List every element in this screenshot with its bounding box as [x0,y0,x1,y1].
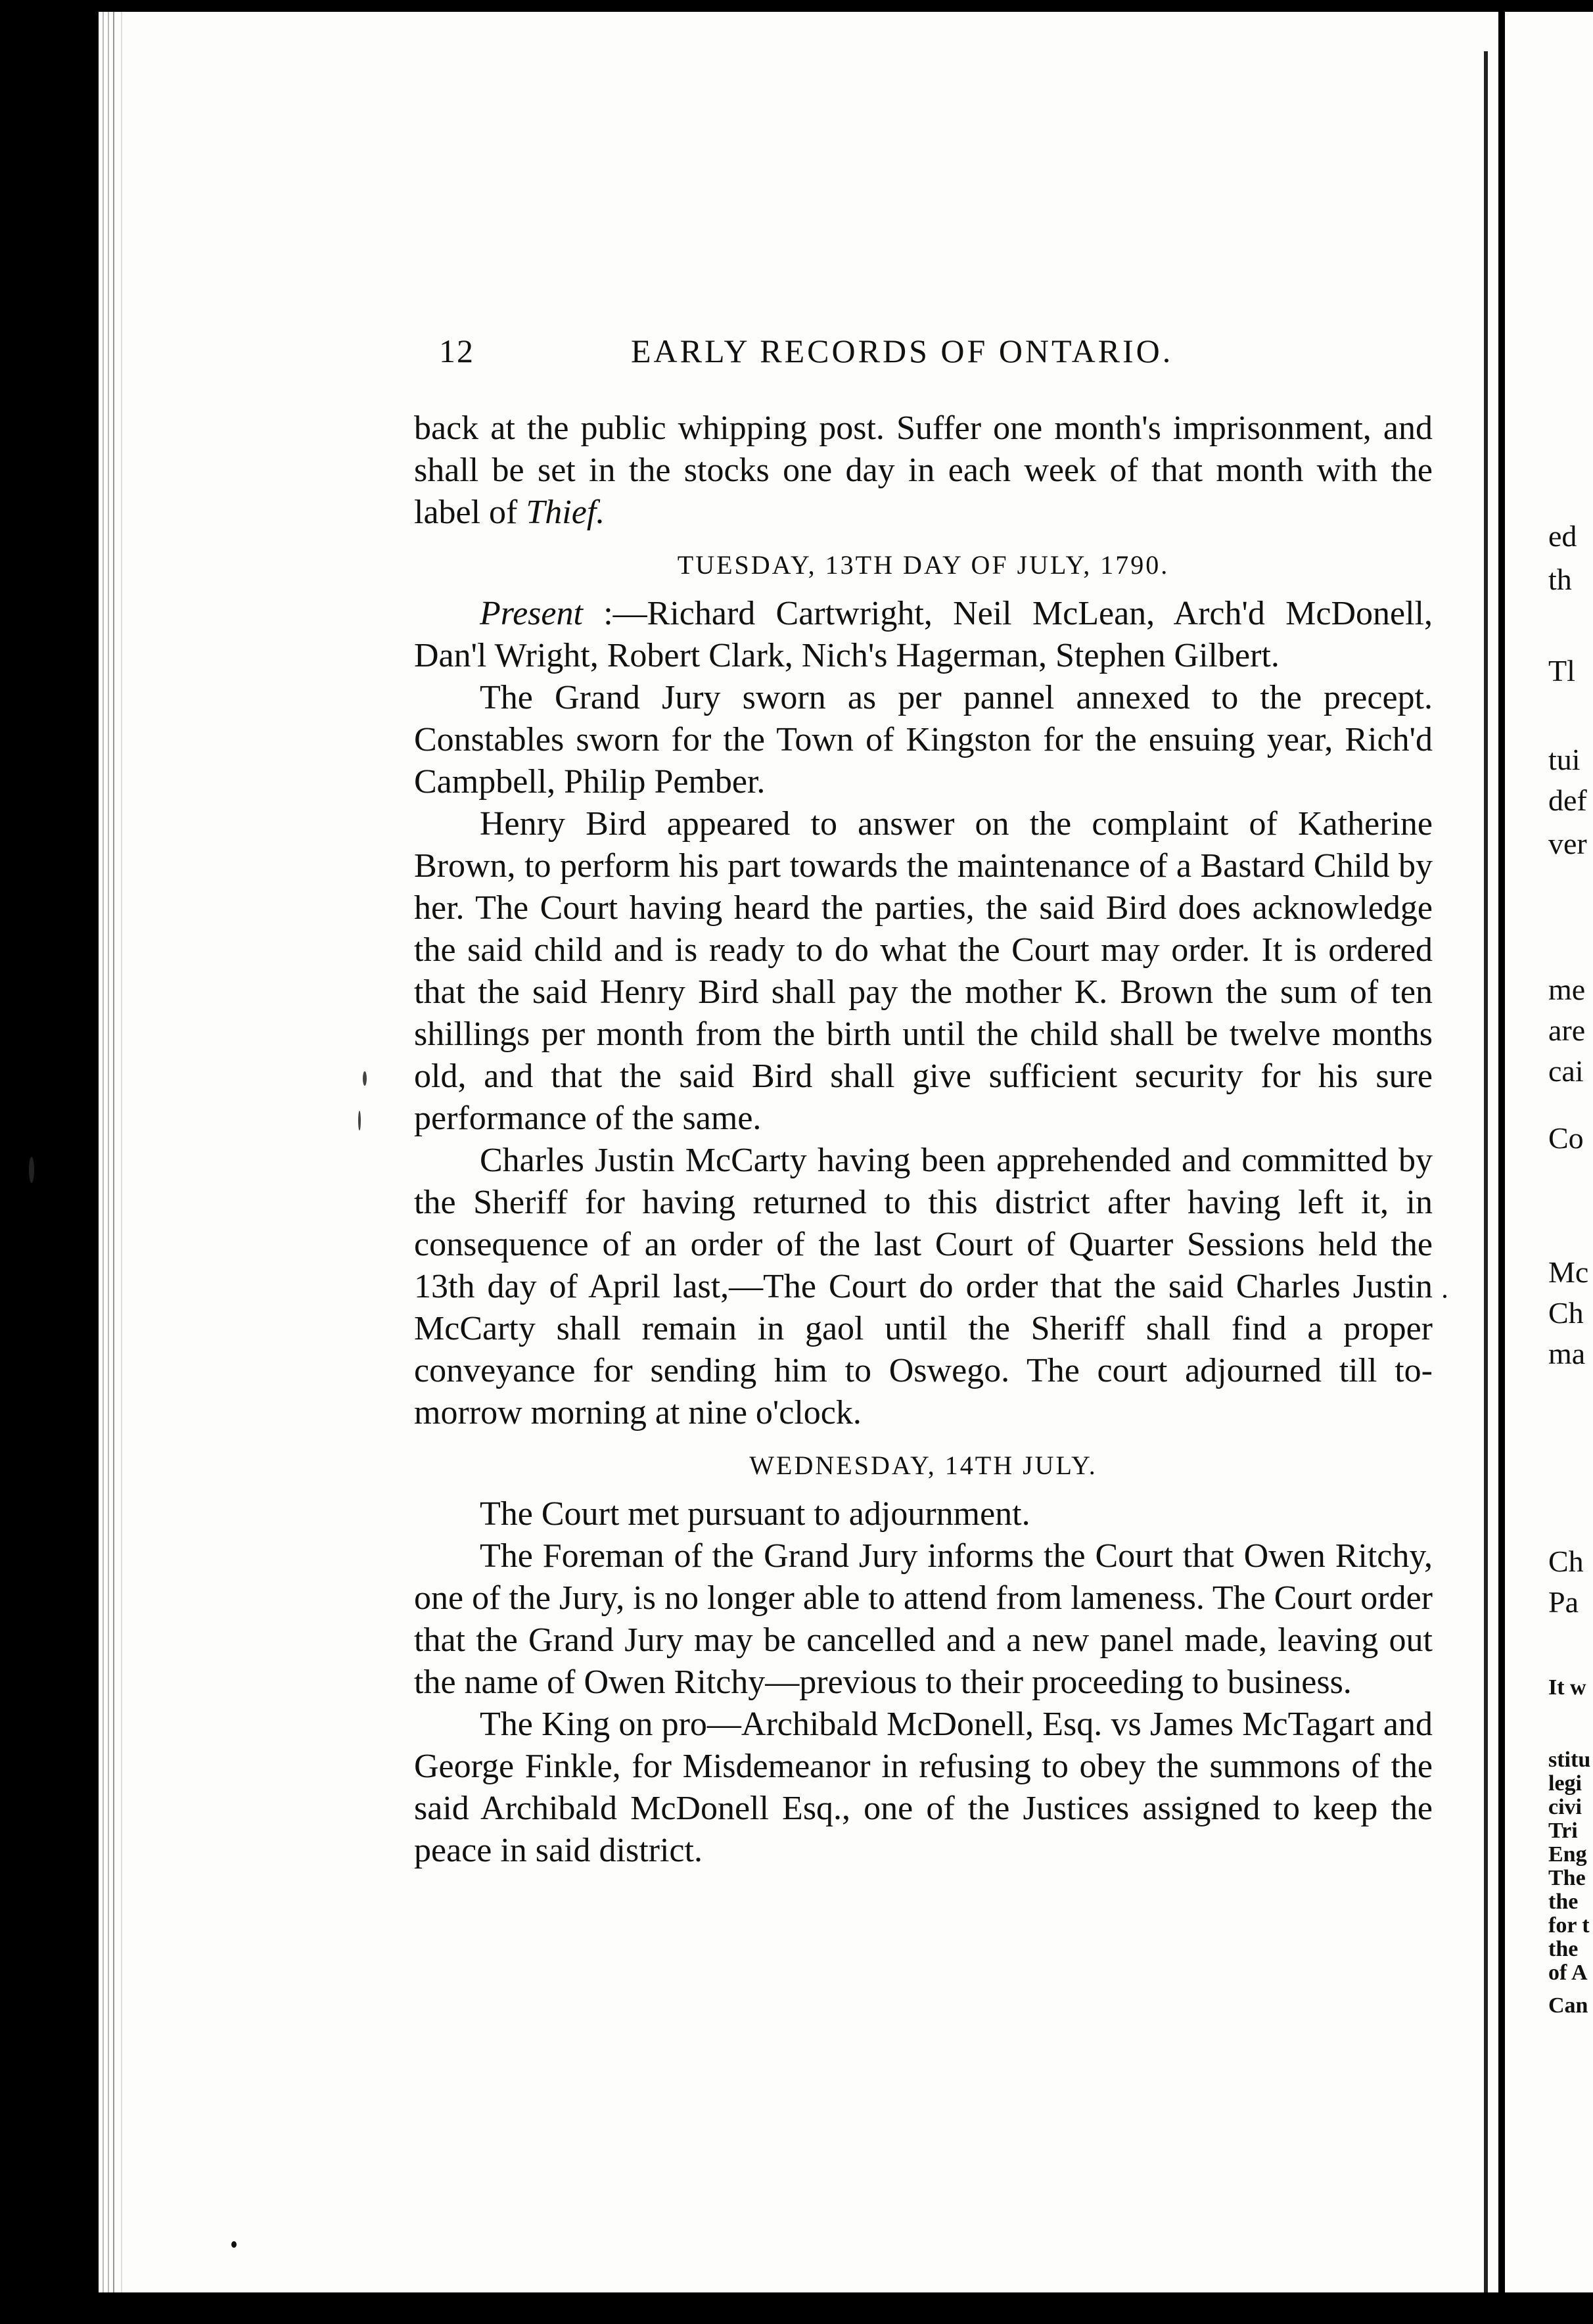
right-fragment: ver [1548,827,1587,860]
right-fragment: Ch [1548,1545,1584,1578]
paragraph-mccarty: Charles Justin McCarty having been apprehended and committed by the Sheriff for having returned to this district after having left it, in consequence of an order of the last Court of Quarter Sessions held the 13th day of April last,—The Court do order that the said Charles Justin McCarty shall remain in gaol until the Sheriff shall find a proper conveyance for sending him to Oswego. The court adjourned till to-morrow morning at nine o'clock. [414,1142,1433,1431]
right-fragment: It w [1548,1675,1586,1700]
right-fragment: Co [1548,1121,1584,1155]
right-fragment: tui [1548,743,1581,776]
binding-edge [99,12,138,2292]
right-fragment: def [1548,783,1587,817]
paragraph-henry-bird: Henry Bird appeared to answer on the complaint of Katherine Brown, to perform his part towards the maintenance of a Bastard Child by her. The Court having heard the parties, the said Bird does acknowledge the said child and is ready to do what the Court may order. It is ordered that the said Henry Bird shall pay the mother K. Brown the sum of ten shillings per month from the birth until the child shall be twelve months old, and that the said Bird shall give sufficient security for his sure performance of the same. [414,805,1433,1137]
right-fragment: Mc [1548,1255,1589,1289]
right-fragment: of A [1548,1961,1588,1985]
right-fragment: are [1548,1013,1586,1047]
scan-mark [358,1111,361,1130]
right-fragment: legi [1548,1771,1582,1796]
page-fold [1484,51,1488,2292]
right-page-edge [1505,12,1593,2292]
right-fragment: me [1548,973,1586,1006]
right-fragment: Eng [1548,1842,1587,1867]
right-fragment: cai [1548,1054,1584,1088]
body-text [414,407,1433,1872]
scan-mark [1443,1295,1446,1298]
right-fragment: Tri [1548,1819,1578,1843]
right-fragment: th [1548,563,1572,596]
running-header [439,332,1444,371]
right-fragment: the [1548,1937,1579,1961]
right-fragment: for t [1548,1913,1590,1938]
paragraph-present: Present :—Richard Cartwright, Neil McLean, Arch'd McDonell, Dan'l Wright, Robert Clark, Nich's Hagerman, Stephen Gilbert. [414,595,1433,674]
scan-mark [231,2241,237,2248]
running-title: EARLY RECORDS OF ONTARIO. [631,333,1174,369]
paragraph-court-met: The Court met pursuant to adjournment. [480,1495,1030,1533]
page-number: 12 [439,333,474,369]
paragraph-king-on-pro: The King on pro—Archibald McDonell, Esq. vs James McTagart and George Finkle, for Misdemeanor in refusing to obey the summons of the said Archibald McDonell Esq., one of the Justices assigned to keep the peace in said district. [414,1706,1433,1869]
right-fragment: ma [1548,1337,1586,1370]
paragraph-1: back at the public whipping post. Suffer one month's imprisonment, and shall be set in the stocks one day in each week of that month with the label of Thief. [414,409,1433,531]
scan-mark [363,1071,367,1086]
paragraph-foreman: The Foreman of the Grand Jury informs the Court that Owen Ritchy, one of the Jury, is no longer able to attend from lameness. The Court order that the Grand Jury may be cancelled and a new panel made, leaving out the name of Owen Ritchy—previous to their proceeding to business. [414,1537,1433,1701]
right-fragment: The [1548,1866,1586,1890]
date-heading-wednesday: WEDNESDAY, 14TH JULY. [749,1451,1097,1480]
right-fragment: ed [1548,519,1577,553]
paragraph-grand-jury: The Grand Jury sworn as per pannel annexed to the precept. Constables sworn for the Town of Kingston for the ensuing year, Rich'd Campbell, Philip Pember. [414,679,1433,801]
thief-label: Thief. [526,494,605,531]
right-fragment: civi [1548,1795,1582,1819]
right-fragment: stitu [1548,1748,1591,1772]
right-fragment: Ch [1548,1296,1584,1330]
right-fragment: Tl [1548,654,1575,687]
date-heading-tuesday: TUESDAY, 13TH DAY OF JULY, 1790. [677,550,1170,580]
scan-mark [29,1157,34,1183]
right-fragment: Can [1548,1993,1588,2018]
right-fragment: Pa [1548,1585,1579,1619]
right-fragment: the [1548,1890,1579,1914]
